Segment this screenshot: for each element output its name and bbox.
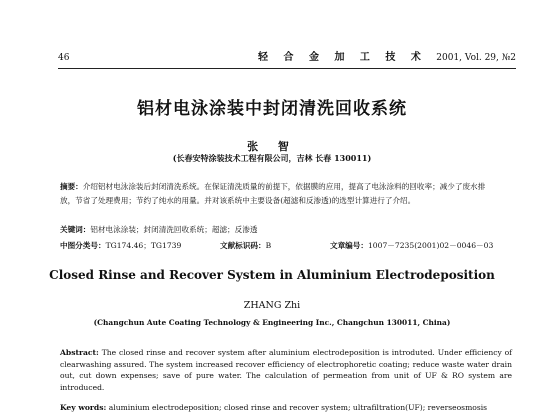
clc-label: 中图分类号： [60, 241, 106, 250]
cn-abstract-text: 介绍铝材电泳涂装后封闭清洗系统。在保证清洗质量的前提下，依据膜的应用，提高了电泳涂料的回收率；减少了废水排放，节省了处理费用；节约了纯水的用量。并对该系统中主要设备(超滤和反渗透)的选型计算进行了介绍。 [60, 182, 486, 205]
cn-keywords [60, 224, 490, 235]
en-title: Closed Rinse and Recover System in Aluminium Electrodeposition [49, 268, 495, 282]
en-author: ZHANG Zhi [243, 300, 301, 311]
cn-keywords-label: 关键词： [60, 225, 91, 234]
article-no-value: 1007－7235(2001)02－0046－03 [367, 241, 494, 250]
cn-author: 张 智 [247, 140, 297, 153]
cn-keywords-text: 铝材电泳涂装；封闭清洗回收系统；超滤；反渗透 [90, 225, 258, 234]
cn-abstract [60, 180, 490, 208]
doc-code-value: B [265, 241, 272, 250]
volume-info: 2001, Vol. 29, №2 [436, 53, 516, 63]
en-keywords-text: aluminium electrodeposition; closed rinse and recover system; ultrafiltration(UF); reverseosmosis [108, 403, 488, 412]
doc-code-label: 文献标识码： [220, 241, 266, 250]
en-affiliation: (Changchun Aute Coating Technology & Engineering Inc., Changchun 130011, China) [93, 318, 451, 327]
en-keywords-label: Key words: [60, 403, 107, 412]
header-rule [58, 68, 516, 69]
cn-title: 铝材电泳涂装中封闭清洗回收系统 [137, 99, 407, 119]
en-abstract-label: Abstract: [60, 348, 99, 357]
cn-classification [60, 240, 520, 251]
running-head [58, 50, 516, 66]
en-keywords [60, 402, 520, 413]
en-abstract-text: The closed rinse and recover system after aluminium electrodeposition is introduted. Under efficiency of clearwashing assured. The system increased recover efficiency of electrophoretic coating; reduce waste water drain out, cut down expenses; save of pure water. The calculation of permeation from unit of UF & RO system are introduced. [60, 348, 512, 392]
cn-affiliation: (长春安特涂装技术工程有限公司，吉林 长春 130011) [172, 153, 372, 163]
article-no-label: 文章编号： [330, 241, 368, 250]
clc-value: TG174.46；TG1739 [105, 241, 182, 250]
cn-abstract-label: 摘要： [60, 182, 83, 191]
en-abstract [60, 347, 512, 393]
journal-name: 轻 合 金 加 工 技 术 [258, 52, 427, 63]
page-number: 46 [58, 53, 70, 63]
